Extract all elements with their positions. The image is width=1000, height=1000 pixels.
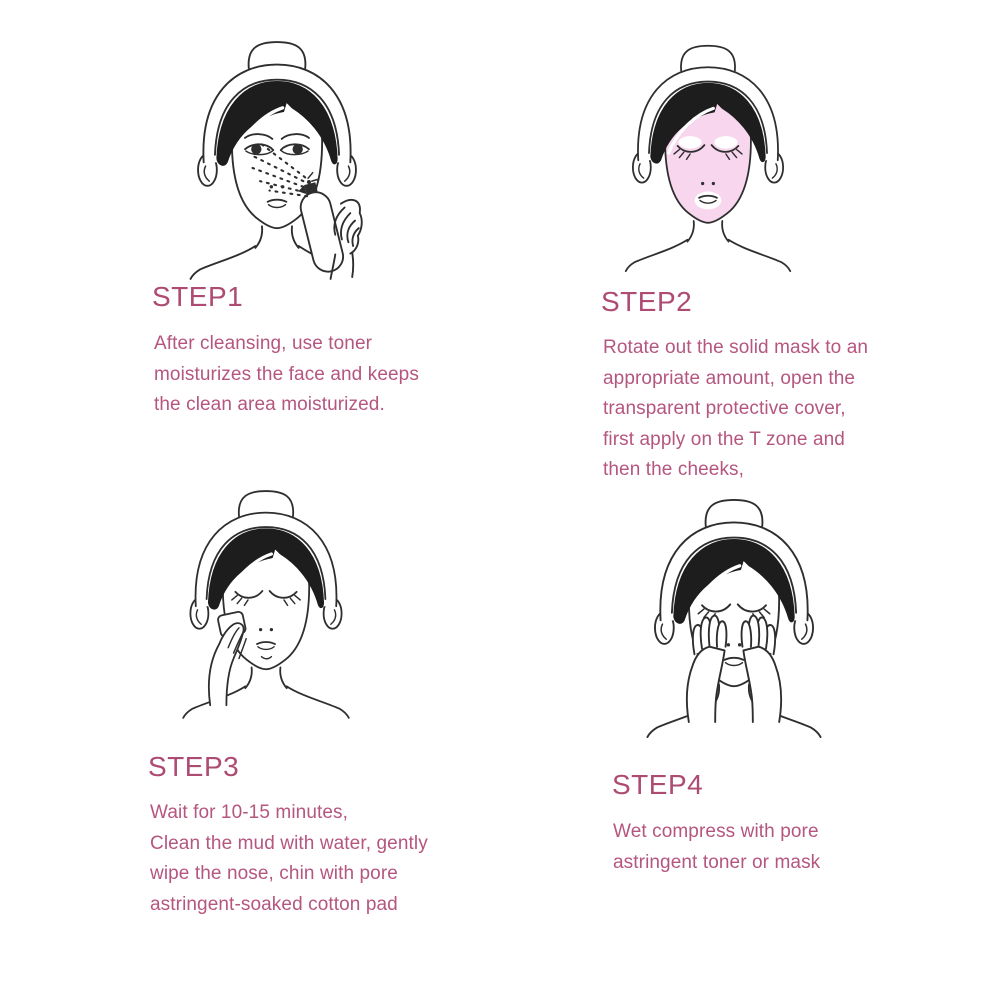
description-line: first apply on the T zone and [603, 428, 845, 450]
step1-description [154, 329, 419, 421]
description-line: the clean area moisturized. [154, 394, 385, 416]
description-line: wipe the nose, chin with pore [150, 863, 398, 885]
description-line: After cleansing, use toner [154, 333, 373, 354]
description-line: Wet compress with pore [613, 821, 819, 842]
description-line: Clean the mud with water, gently [150, 832, 428, 854]
step3-illustration [176, 486, 356, 722]
step2-title: STEP2 [601, 286, 693, 317]
step3-description [150, 798, 428, 920]
step1-illustration [183, 40, 371, 280]
description-line: Rotate out the solid mask to an [603, 337, 869, 358]
step4-illustration [638, 498, 830, 738]
step3-title: STEP3 [148, 751, 240, 782]
description-line: appropriate amount, open the [603, 367, 856, 389]
step4-description [613, 817, 820, 878]
description-line: Wait for 10-15 minutes, [150, 802, 349, 823]
step2-illustration [616, 44, 800, 272]
description-line: astringent toner or mask [613, 851, 821, 873]
description-line: astringent-soaked cotton pad [150, 893, 398, 915]
step2-description [603, 333, 868, 486]
description-line: transparent protective cover, [603, 398, 846, 420]
step1-title: STEP1 [152, 281, 244, 312]
description-line: then the cheeks, [603, 459, 745, 481]
step4-title: STEP4 [612, 769, 704, 800]
description-line: moisturizes the face and keeps [154, 363, 419, 385]
